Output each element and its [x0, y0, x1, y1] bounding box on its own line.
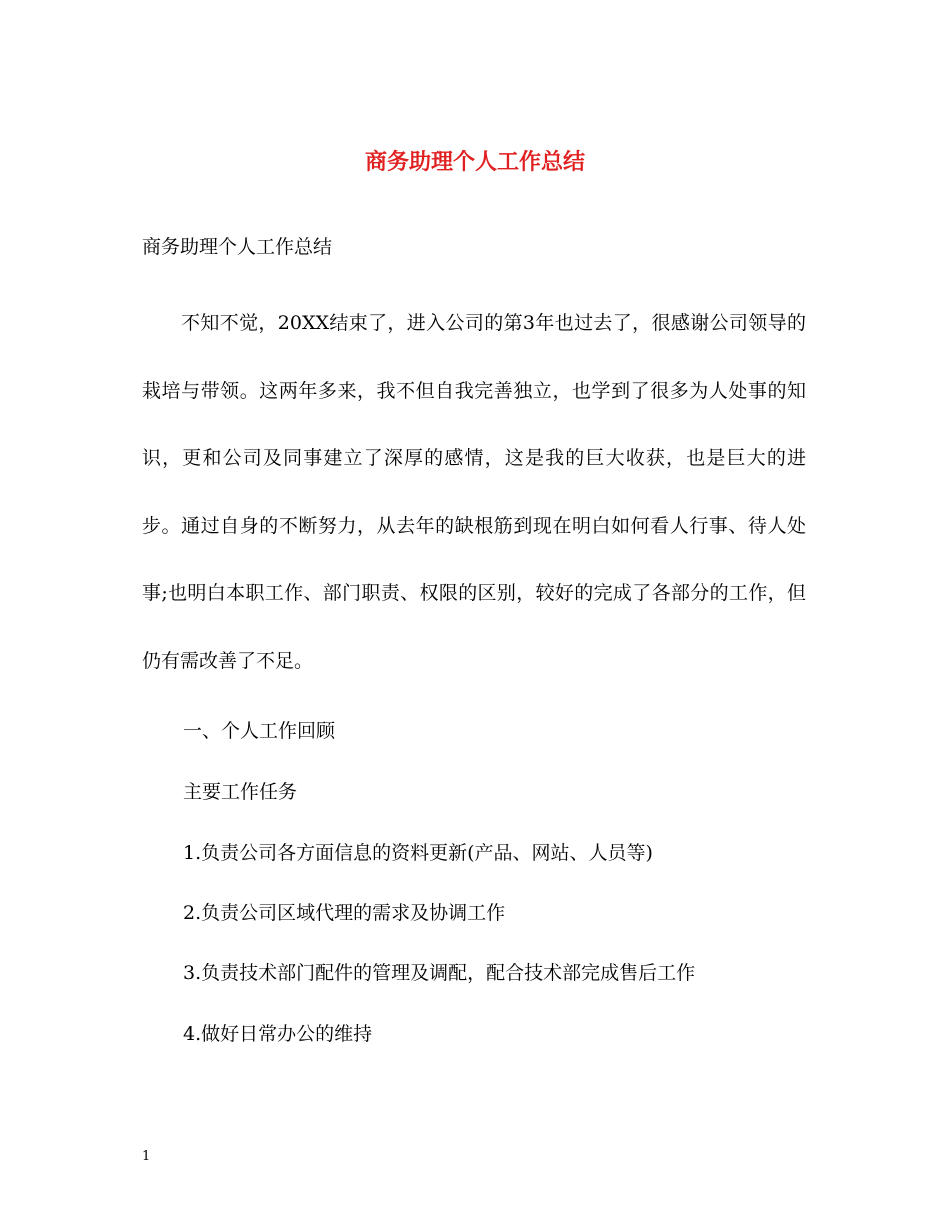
task-item-2: 2.负责公司区域代理的需求及协调工作	[183, 902, 506, 924]
task-item-4: 4.做好日常办公的维持	[183, 1023, 373, 1045]
section-heading: 一、个人工作回顾	[183, 720, 336, 742]
task-item-1: 1.负责公司各方面信息的资料更新(产品、网站、人员等)	[183, 842, 653, 864]
document-subtitle: 商务助理个人工作总结	[142, 236, 333, 258]
document-title: 商务助理个人工作总结	[364, 149, 585, 175]
intro-paragraph: 不知不觉，20XX结束了，进入公司的第3年也过去了，很感谢公司领导的栽培与带领。这两年多来，我不但自我完善独立，也学到了很多为人处事的知识，更和公司及同事建立了深厚的感情，这是我的巨大收获，也是巨大的进步。通过自身的不断努力，从去年的缺根筋到现在明白如何看人行事、待人处事;也明白本职工作、部门职责、权限的区别，较好的完成了各部分的工作，但仍有需改善了不足。	[142, 312, 806, 672]
subsection-heading: 主要工作任务	[183, 781, 298, 803]
task-item-3: 3.负责技术部门配件的管理及调配，配合技术部完成售后工作	[183, 962, 696, 984]
page-number: 1	[142, 1149, 151, 1164]
